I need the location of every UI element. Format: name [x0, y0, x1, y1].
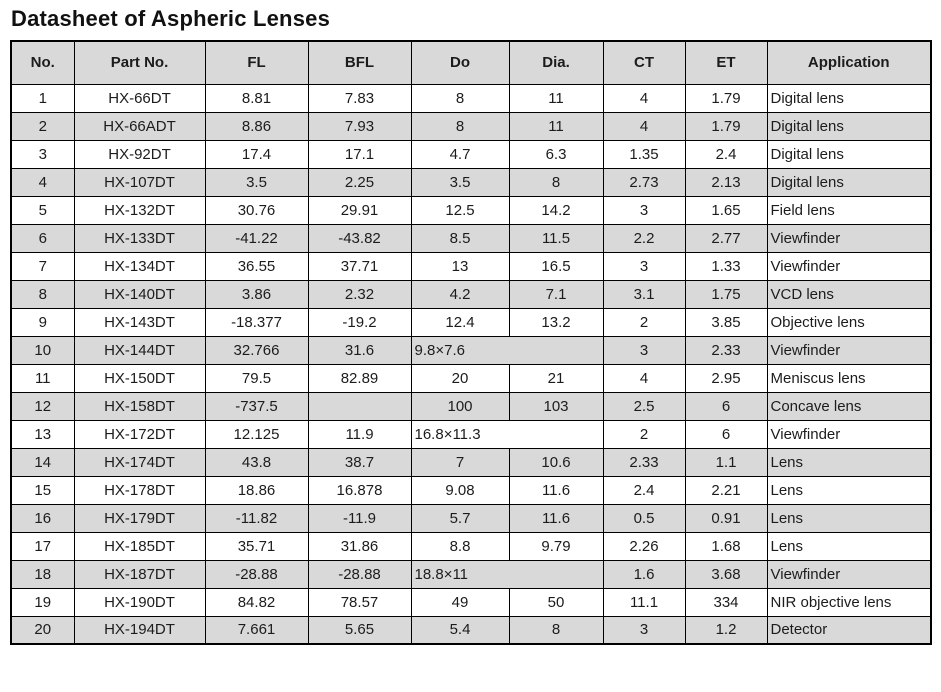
cell-application: Lens	[767, 504, 931, 532]
cell-fl: 43.8	[205, 448, 308, 476]
col-header-fl: FL	[205, 41, 308, 84]
cell-bfl: 31.86	[308, 532, 411, 560]
col-header-do: Do	[411, 41, 509, 84]
cell-et: 334	[685, 588, 767, 616]
cell-part-no: HX-185DT	[74, 532, 205, 560]
cell-bfl: 38.7	[308, 448, 411, 476]
cell-ct: 2.2	[603, 224, 685, 252]
cell-part-no: HX-178DT	[74, 476, 205, 504]
table-row	[11, 588, 931, 616]
cell-application: Viewfinder	[767, 224, 931, 252]
cell-et: 2.4	[685, 140, 767, 168]
cell-et: 2.77	[685, 224, 767, 252]
table-row	[11, 308, 931, 336]
cell-application: Lens	[767, 532, 931, 560]
cell-bfl: 29.91	[308, 196, 411, 224]
cell-ct: 3	[603, 196, 685, 224]
cell-ct: 0.5	[603, 504, 685, 532]
cell-no: 10	[11, 336, 74, 364]
cell-fl: 35.71	[205, 532, 308, 560]
cell-fl: 32.766	[205, 336, 308, 364]
cell-fl: 36.55	[205, 252, 308, 280]
cell-application: NIR objective lens	[767, 588, 931, 616]
col-header-application: Application	[767, 41, 931, 84]
cell-et: 1.79	[685, 112, 767, 140]
cell-ct: 3.1	[603, 280, 685, 308]
table-row	[11, 616, 931, 644]
cell-bfl: 37.71	[308, 252, 411, 280]
cell-ct: 2.5	[603, 392, 685, 420]
cell-do: 5.7	[411, 504, 509, 532]
cell-no: 2	[11, 112, 74, 140]
cell-bfl: 16.878	[308, 476, 411, 504]
cell-dia: 7.1	[509, 280, 603, 308]
cell-no: 19	[11, 588, 74, 616]
cell-application: Lens	[767, 448, 931, 476]
cell-no: 11	[11, 364, 74, 392]
cell-bfl: 7.93	[308, 112, 411, 140]
cell-dia: 8	[509, 616, 603, 644]
table-row	[11, 504, 931, 532]
cell-part-no: HX-158DT	[74, 392, 205, 420]
table-row	[11, 420, 931, 448]
cell-et: 1.2	[685, 616, 767, 644]
cell-bfl: 7.83	[308, 84, 411, 112]
cell-do-dia: 18.8×11	[411, 560, 603, 588]
cell-do: 9.08	[411, 476, 509, 504]
table-row	[11, 140, 931, 168]
cell-ct: 2.73	[603, 168, 685, 196]
table-row	[11, 168, 931, 196]
cell-application: Digital lens	[767, 168, 931, 196]
cell-fl: 3.86	[205, 280, 308, 308]
cell-ct: 2.26	[603, 532, 685, 560]
cell-do: 7	[411, 448, 509, 476]
cell-do: 49	[411, 588, 509, 616]
cell-dia: 10.6	[509, 448, 603, 476]
cell-bfl: -28.88	[308, 560, 411, 588]
table-row	[11, 196, 931, 224]
header-row	[11, 41, 931, 84]
cell-fl: 30.76	[205, 196, 308, 224]
page-title: Datasheet of Aspheric Lenses	[11, 6, 331, 31]
cell-part-no: HX-133DT	[74, 224, 205, 252]
cell-no: 8	[11, 280, 74, 308]
cell-part-no: HX-143DT	[74, 308, 205, 336]
cell-ct: 4	[603, 84, 685, 112]
col-header-et: ET	[685, 41, 767, 84]
cell-dia: 50	[509, 588, 603, 616]
cell-part-no: HX-190DT	[74, 588, 205, 616]
cell-part-no: HX-179DT	[74, 504, 205, 532]
cell-part-no: HX-134DT	[74, 252, 205, 280]
cell-part-no: HX-92DT	[74, 140, 205, 168]
cell-fl: -18.377	[205, 308, 308, 336]
cell-no: 7	[11, 252, 74, 280]
cell-ct: 2.4	[603, 476, 685, 504]
cell-dia: 9.79	[509, 532, 603, 560]
cell-fl: 8.86	[205, 112, 308, 140]
cell-no: 15	[11, 476, 74, 504]
cell-bfl: 2.32	[308, 280, 411, 308]
cell-do: 8.8	[411, 532, 509, 560]
col-header-dia: Dia.	[509, 41, 603, 84]
cell-fl: 12.125	[205, 420, 308, 448]
cell-part-no: HX-172DT	[74, 420, 205, 448]
cell-do: 8	[411, 84, 509, 112]
cell-do-dia: 16.8×11.3	[411, 420, 603, 448]
table-row	[11, 560, 931, 588]
cell-bfl: 11.9	[308, 420, 411, 448]
cell-do: 13	[411, 252, 509, 280]
cell-do: 5.4	[411, 616, 509, 644]
table-row	[11, 84, 931, 112]
cell-part-no: HX-66DT	[74, 84, 205, 112]
cell-et: 0.91	[685, 504, 767, 532]
cell-no: 1	[11, 84, 74, 112]
cell-dia: 11.5	[509, 224, 603, 252]
table-row	[11, 336, 931, 364]
cell-do-dia: 9.8×7.6	[411, 336, 603, 364]
table-body	[11, 84, 931, 644]
cell-application: Digital lens	[767, 140, 931, 168]
cell-do: 12.4	[411, 308, 509, 336]
col-header-part-no: Part No.	[74, 41, 205, 84]
table-row	[11, 252, 931, 280]
cell-no: 17	[11, 532, 74, 560]
table-row	[11, 112, 931, 140]
cell-ct: 1.35	[603, 140, 685, 168]
cell-part-no: HX-140DT	[74, 280, 205, 308]
cell-fl: 17.4	[205, 140, 308, 168]
cell-bfl: 31.6	[308, 336, 411, 364]
cell-no: 20	[11, 616, 74, 644]
cell-fl: -11.82	[205, 504, 308, 532]
cell-application: Lens	[767, 476, 931, 504]
cell-application: Meniscus lens	[767, 364, 931, 392]
cell-dia: 21	[509, 364, 603, 392]
cell-ct: 4	[603, 112, 685, 140]
cell-et: 3.85	[685, 308, 767, 336]
cell-do: 4.7	[411, 140, 509, 168]
cell-dia: 11.6	[509, 476, 603, 504]
table-row	[11, 448, 931, 476]
cell-fl: -28.88	[205, 560, 308, 588]
cell-et: 1.65	[685, 196, 767, 224]
cell-bfl: 2.25	[308, 168, 411, 196]
cell-et: 2.33	[685, 336, 767, 364]
cell-part-no: HX-194DT	[74, 616, 205, 644]
cell-fl: -737.5	[205, 392, 308, 420]
cell-do: 3.5	[411, 168, 509, 196]
cell-bfl: 78.57	[308, 588, 411, 616]
cell-part-no: HX-144DT	[74, 336, 205, 364]
cell-fl: 7.661	[205, 616, 308, 644]
cell-do: 12.5	[411, 196, 509, 224]
cell-no: 14	[11, 448, 74, 476]
cell-bfl: -19.2	[308, 308, 411, 336]
col-header-bfl: BFL	[308, 41, 411, 84]
cell-dia: 11	[509, 84, 603, 112]
cell-bfl: -43.82	[308, 224, 411, 252]
cell-part-no: HX-132DT	[74, 196, 205, 224]
cell-dia: 14.2	[509, 196, 603, 224]
cell-fl: 84.82	[205, 588, 308, 616]
cell-do: 4.2	[411, 280, 509, 308]
cell-ct: 3	[603, 336, 685, 364]
cell-et: 1.79	[685, 84, 767, 112]
cell-bfl: -11.9	[308, 504, 411, 532]
cell-dia: 11.6	[509, 504, 603, 532]
cell-et: 2.21	[685, 476, 767, 504]
cell-ct: 2	[603, 308, 685, 336]
cell-application: Viewfinder	[767, 336, 931, 364]
cell-bfl: 82.89	[308, 364, 411, 392]
cell-do: 8	[411, 112, 509, 140]
cell-et: 1.1	[685, 448, 767, 476]
cell-fl: -41.22	[205, 224, 308, 252]
cell-fl: 3.5	[205, 168, 308, 196]
cell-application: Concave lens	[767, 392, 931, 420]
cell-dia: 103	[509, 392, 603, 420]
cell-application: Viewfinder	[767, 420, 931, 448]
table-row	[11, 224, 931, 252]
cell-do: 100	[411, 392, 509, 420]
cell-no: 4	[11, 168, 74, 196]
cell-no: 18	[11, 560, 74, 588]
table-row	[11, 392, 931, 420]
cell-fl: 79.5	[205, 364, 308, 392]
cell-no: 13	[11, 420, 74, 448]
cell-part-no: HX-66ADT	[74, 112, 205, 140]
cell-ct: 3	[603, 616, 685, 644]
cell-ct: 1.6	[603, 560, 685, 588]
table-row	[11, 476, 931, 504]
cell-part-no: HX-150DT	[74, 364, 205, 392]
cell-et: 1.68	[685, 532, 767, 560]
cell-dia: 8	[509, 168, 603, 196]
cell-dia: 11	[509, 112, 603, 140]
cell-application: Field lens	[767, 196, 931, 224]
cell-ct: 2.33	[603, 448, 685, 476]
cell-dia: 13.2	[509, 308, 603, 336]
cell-application: Objective lens	[767, 308, 931, 336]
cell-application: VCD lens	[767, 280, 931, 308]
cell-fl: 8.81	[205, 84, 308, 112]
cell-application: Digital lens	[767, 84, 931, 112]
cell-et: 6	[685, 392, 767, 420]
cell-et: 1.75	[685, 280, 767, 308]
cell-part-no: HX-107DT	[74, 168, 205, 196]
cell-et: 2.95	[685, 364, 767, 392]
cell-no: 9	[11, 308, 74, 336]
cell-dia: 6.3	[509, 140, 603, 168]
table-row	[11, 532, 931, 560]
cell-do: 8.5	[411, 224, 509, 252]
cell-no: 16	[11, 504, 74, 532]
col-header-no: No.	[11, 41, 74, 84]
cell-bfl: 17.1	[308, 140, 411, 168]
cell-dia: 16.5	[509, 252, 603, 280]
cell-et: 6	[685, 420, 767, 448]
lens-datasheet-table	[10, 40, 932, 645]
cell-part-no: HX-187DT	[74, 560, 205, 588]
cell-bfl	[308, 392, 411, 420]
cell-ct: 4	[603, 364, 685, 392]
cell-application: Viewfinder	[767, 560, 931, 588]
cell-fl: 18.86	[205, 476, 308, 504]
cell-ct: 3	[603, 252, 685, 280]
cell-bfl: 5.65	[308, 616, 411, 644]
cell-et: 2.13	[685, 168, 767, 196]
cell-application: Detector	[767, 616, 931, 644]
cell-application: Digital lens	[767, 112, 931, 140]
cell-ct: 2	[603, 420, 685, 448]
table-row	[11, 364, 931, 392]
cell-no: 6	[11, 224, 74, 252]
cell-part-no: HX-174DT	[74, 448, 205, 476]
cell-no: 3	[11, 140, 74, 168]
cell-do: 20	[411, 364, 509, 392]
cell-ct: 11.1	[603, 588, 685, 616]
cell-et: 1.33	[685, 252, 767, 280]
table-row	[11, 280, 931, 308]
cell-application: Viewfinder	[767, 252, 931, 280]
col-header-ct: CT	[603, 41, 685, 84]
cell-et: 3.68	[685, 560, 767, 588]
cell-no: 5	[11, 196, 74, 224]
cell-no: 12	[11, 392, 74, 420]
